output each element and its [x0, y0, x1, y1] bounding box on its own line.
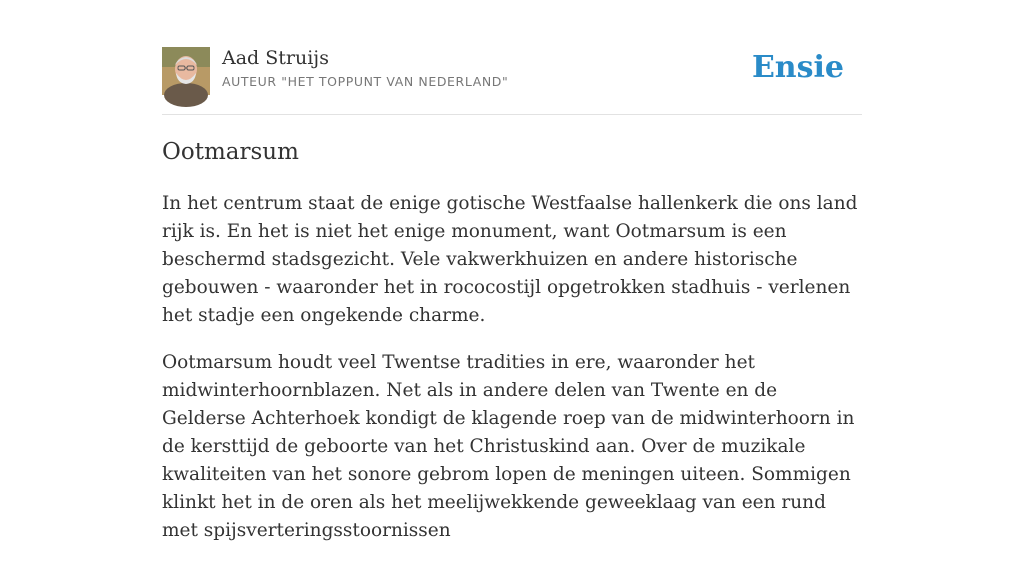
avatar-portrait: [162, 47, 210, 95]
article-body: [162, 190, 862, 564]
author-avatar[interactable]: [162, 47, 210, 95]
author-name[interactable]: Aad Struijs: [222, 47, 329, 69]
article-paragraph: Ootmarsum houdt veel Twentse tradities in ere, waaronder het midwinterhoornblazen. Net als in andere delen van Twente en de Gelderse Achterhoek kondigt de klagende roep van de midwinterhoorn in de kersttijd de geboorte van het Christuskind aan. Over de muzikale kwaliteiten van het sonore gebrom lopen de meningen uiteen. Sommigen klinkt het in de oren als het meelijwekkende geweeklaag van een rund met spijsverteringsstoornissen: [162, 352, 855, 541]
ensie-logo[interactable]: Ensie: [751, 50, 844, 85]
author-header: [162, 46, 862, 115]
author-subtitle: AUTEUR "HET TOPPUNT VAN NEDERLAND": [222, 74, 509, 89]
article-paragraph: In het centrum staat de enige gotische Westfaalse hallenkerk die ons land rijk is. En het is niet het enige monument, want Ootmarsum is een beschermd stadsgezicht. Vele vakwerkhuizen en andere historische gebouwen - waaronder het in rococostijl opgetrokken stadhuis - verlenen het stadje een ongekende charme.: [162, 193, 858, 326]
article-title: Ootmarsum: [162, 139, 299, 165]
